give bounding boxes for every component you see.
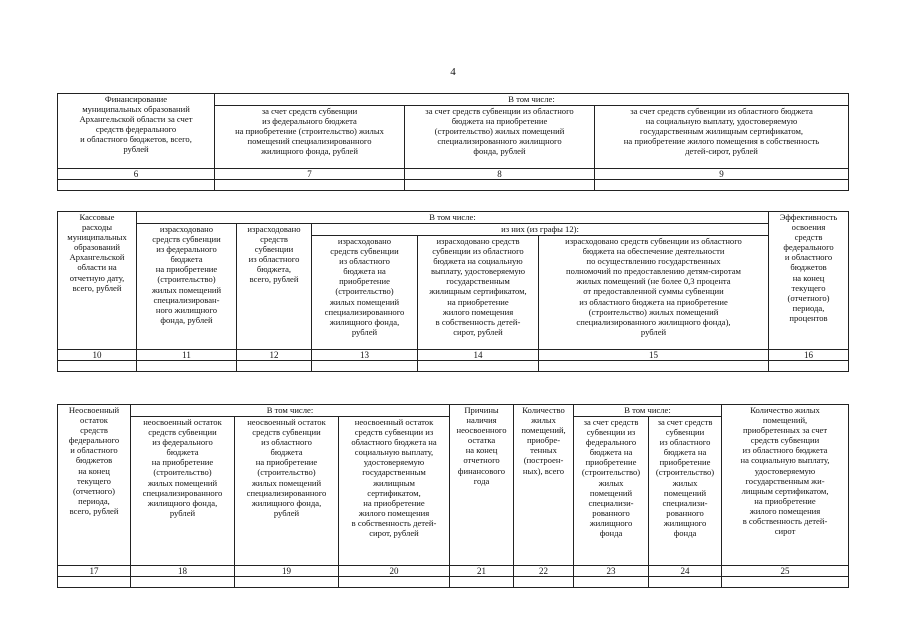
column-number: 25 (722, 566, 849, 577)
column-number: 23 (574, 566, 649, 577)
col10-header: Кассовые расходы муниципальных образований Архангельской области на отчетную дату, всего, рублей (58, 212, 137, 350)
col23-header: за счет средств субвенции из федерального бюджета на приобретение (строительство) жилых помещений специализи- рованного жилищного фонда (574, 417, 649, 566)
unspent-balance-table (57, 404, 849, 588)
col19-header: неосвоенный остаток средств субвенции из областного бюджета на приобретение (строительство) жилых помещений специализированного жилищного фонда, рублей (235, 417, 339, 566)
col22-header: Количество жилых помещений, приобре- тенных (построен- ных), всего (514, 405, 574, 566)
col6-header: Финансирование муниципальных образований Архангельской области за счет средств федерального и областного бюджетов, всего, рублей (58, 94, 215, 169)
column-number: 24 (649, 566, 722, 577)
column-number: 13 (312, 350, 418, 361)
expenses-table (57, 211, 849, 372)
group-header: В том числе: (574, 405, 722, 417)
column-number: 15 (539, 350, 769, 361)
column-number: 10 (58, 350, 137, 361)
group-header: В том числе: (215, 94, 849, 106)
col8-header: за счет средств субвенции из областного бюджета на приобретение (строительство) жилых помещений специализированного жилищного фонда, рублей (405, 106, 595, 169)
column-number: 17 (58, 566, 131, 577)
column-number: 11 (137, 350, 237, 361)
page-number: 4 (450, 66, 456, 78)
group-header: В том числе: (131, 405, 450, 417)
column-number: 14 (418, 350, 539, 361)
column-number: 9 (595, 169, 849, 180)
col16-header: Эффективность освоения средств федерального и областного бюджетов на конец текущего (отчетного) периода, процентов (769, 212, 849, 350)
column-number: 18 (131, 566, 235, 577)
col25-header: Количество жилых помещений, приобретенных за счет средств субвенции из областного бюджета на социальную выплату, удостоверяемую государственным жи- лищным сертификатом, на приобретение жилого помещения в собственность детей- сирот (722, 405, 849, 566)
group-header: В том числе: (137, 212, 769, 224)
col24-header: за счет средств субвенции из областного бюджета на приобретение (строительство) жилых помещений специализи- рованного жилищного фонда (649, 417, 722, 566)
column-number: 19 (235, 566, 339, 577)
column-number: 16 (769, 350, 849, 361)
column-number: 8 (405, 169, 595, 180)
column-number: 22 (514, 566, 574, 577)
col11-header: израсходовано средств субвенции из федерального бюджета на приобретение (строительство) жилых помещений специализирован- ного жилищного фонда, рублей (137, 224, 237, 350)
col12-header: израсходовано средств субвенции из областного бюджета, всего, рублей (237, 224, 312, 350)
column-number: 6 (58, 169, 215, 180)
funding-table (57, 93, 849, 191)
empty-row (58, 361, 849, 372)
col14-header: израсходовано средств субвенции из областного бюджета на социальную выплату, удостоверяемую государственным жилищным сертификатом, на приобретение жилого помещения в собственность детей- сирот, рублей (418, 236, 539, 350)
column-number: 20 (339, 566, 450, 577)
column-number: 12 (237, 350, 312, 361)
col7-header: за счет средств субвенции из федерального бюджета на приобретение (строительство) жилых помещений специализированного жилищного фонда, рублей (215, 106, 405, 169)
col17-header: Неосвоенный остаток средств федерального и областного бюджетов на конец текущего (отчетного) периода, всего, рублей (58, 405, 131, 566)
col18-header: неосвоенный остаток средств субвенции из федерального бюджета на приобретение (строительство) жилых помещений специализированного жилищного фонда, рублей (131, 417, 235, 566)
empty-row (58, 180, 849, 191)
empty-row (58, 577, 849, 588)
col21-header: Причины наличия неосвоенного остатка на конец отчетного финансового года (450, 405, 514, 566)
column-number: 7 (215, 169, 405, 180)
column-number: 21 (450, 566, 514, 577)
col15-header: израсходовано средств субвенции из областного бюджета на обеспечение деятельности по осуществлению государственных полномочий по предоставлению детям-сиротам жилых помещений (не более 0,3 процента от предоставленной суммы субвенции из областного бюджета на приобретение (строительство) жилых помещений специализированного жилищного фонда), рублей (539, 236, 769, 350)
subgroup-header: из них (из графы 12): (312, 224, 769, 236)
col13-header: израсходовано средств субвенции из областного бюджета на приобретение (строительство) жилых помещений специализированного жилищного фонда, рублей (312, 236, 418, 350)
col9-header: за счет средств субвенции из областного бюджета на социальную выплату, удостоверяемую государственным жилищным сертификатом, на приобретение жилого помещения в собственность детей-сирот, рублей (595, 106, 849, 169)
col20-header: неосвоенный остаток средств субвенции из областного бюджета на социальную выплату, удостоверяемую государственным жилищным сертификатом, на приобретение жилого помещения в собственность детей- сирот, рублей (339, 417, 450, 566)
